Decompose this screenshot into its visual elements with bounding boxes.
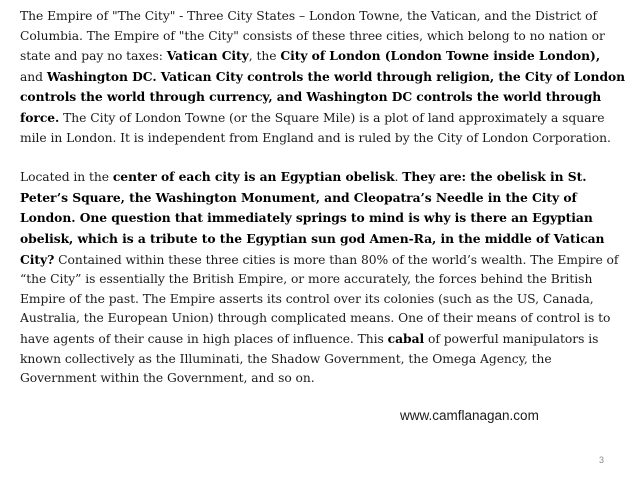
text-run: of powerful manipulators is known collectively as the Illuminati, the Shadow Government, the Omega Agency, the Government within the Government, and so on.	[20, 331, 599, 386]
text-run: .	[394, 170, 403, 185]
bold-obelisk-list: They are: the obelisk in St. Peter’s Square, the Washington Monument, and Cleopatra’s Needle in the City of London. One question that immediately springs to mind is why is there an Egyptian obelisk, which is a tribute to the Egyptian sun god Amen-Ra, in the middle of Vatican City?	[20, 169, 605, 267]
page-number: 3	[598, 455, 604, 465]
text-run: Located in the	[20, 170, 113, 185]
website-url: www.camflanagan.com	[400, 408, 539, 423]
text-run: Contained within these three cities is more than 80% of the world’s wealth. The Empire of “the City” is essentially the British Empire, or more accurately, the forces behind the British Empire of the past. The Empire asserts its control over its colonies (such as the US, Canada, Australia, the European Union) through complicated means. One of their means of control is to have agents of their cause in high places of influence. This	[20, 252, 619, 346]
text-run: , the	[248, 49, 281, 64]
bold-center-obelisk: center of each city is an Egyptian obelisk	[112, 169, 395, 185]
paragraph-empire-of-the-city	[20, 7, 626, 148]
bold-cabal: cabal	[387, 330, 425, 346]
text-run: and	[20, 69, 47, 84]
paragraph-egyptian-obelisks	[20, 167, 626, 389]
bold-vatican-city: Vatican City	[166, 48, 249, 64]
bold-washington-dc: Washington DC. Vatican City controls the world through religion, the City of London controls the world through currency, and Washington DC controls the world through force.	[20, 68, 626, 125]
text-run: The Empire of "The City" - Three City States – London Towne, the Vatican, and the District of Columbia. The Empire of "the City" consists of these three cities, which belong to no nation or state and pay no taxes:	[20, 9, 605, 64]
text-run: The City of London Towne (or the Square Mile) is a plot of land approximately a square mile in London. It is independent from England and is ruled by the City of London Corporation.	[20, 110, 611, 145]
slide-body-text	[20, 7, 626, 389]
bold-city-of-london: City of London (London Towne inside London),	[280, 48, 601, 64]
